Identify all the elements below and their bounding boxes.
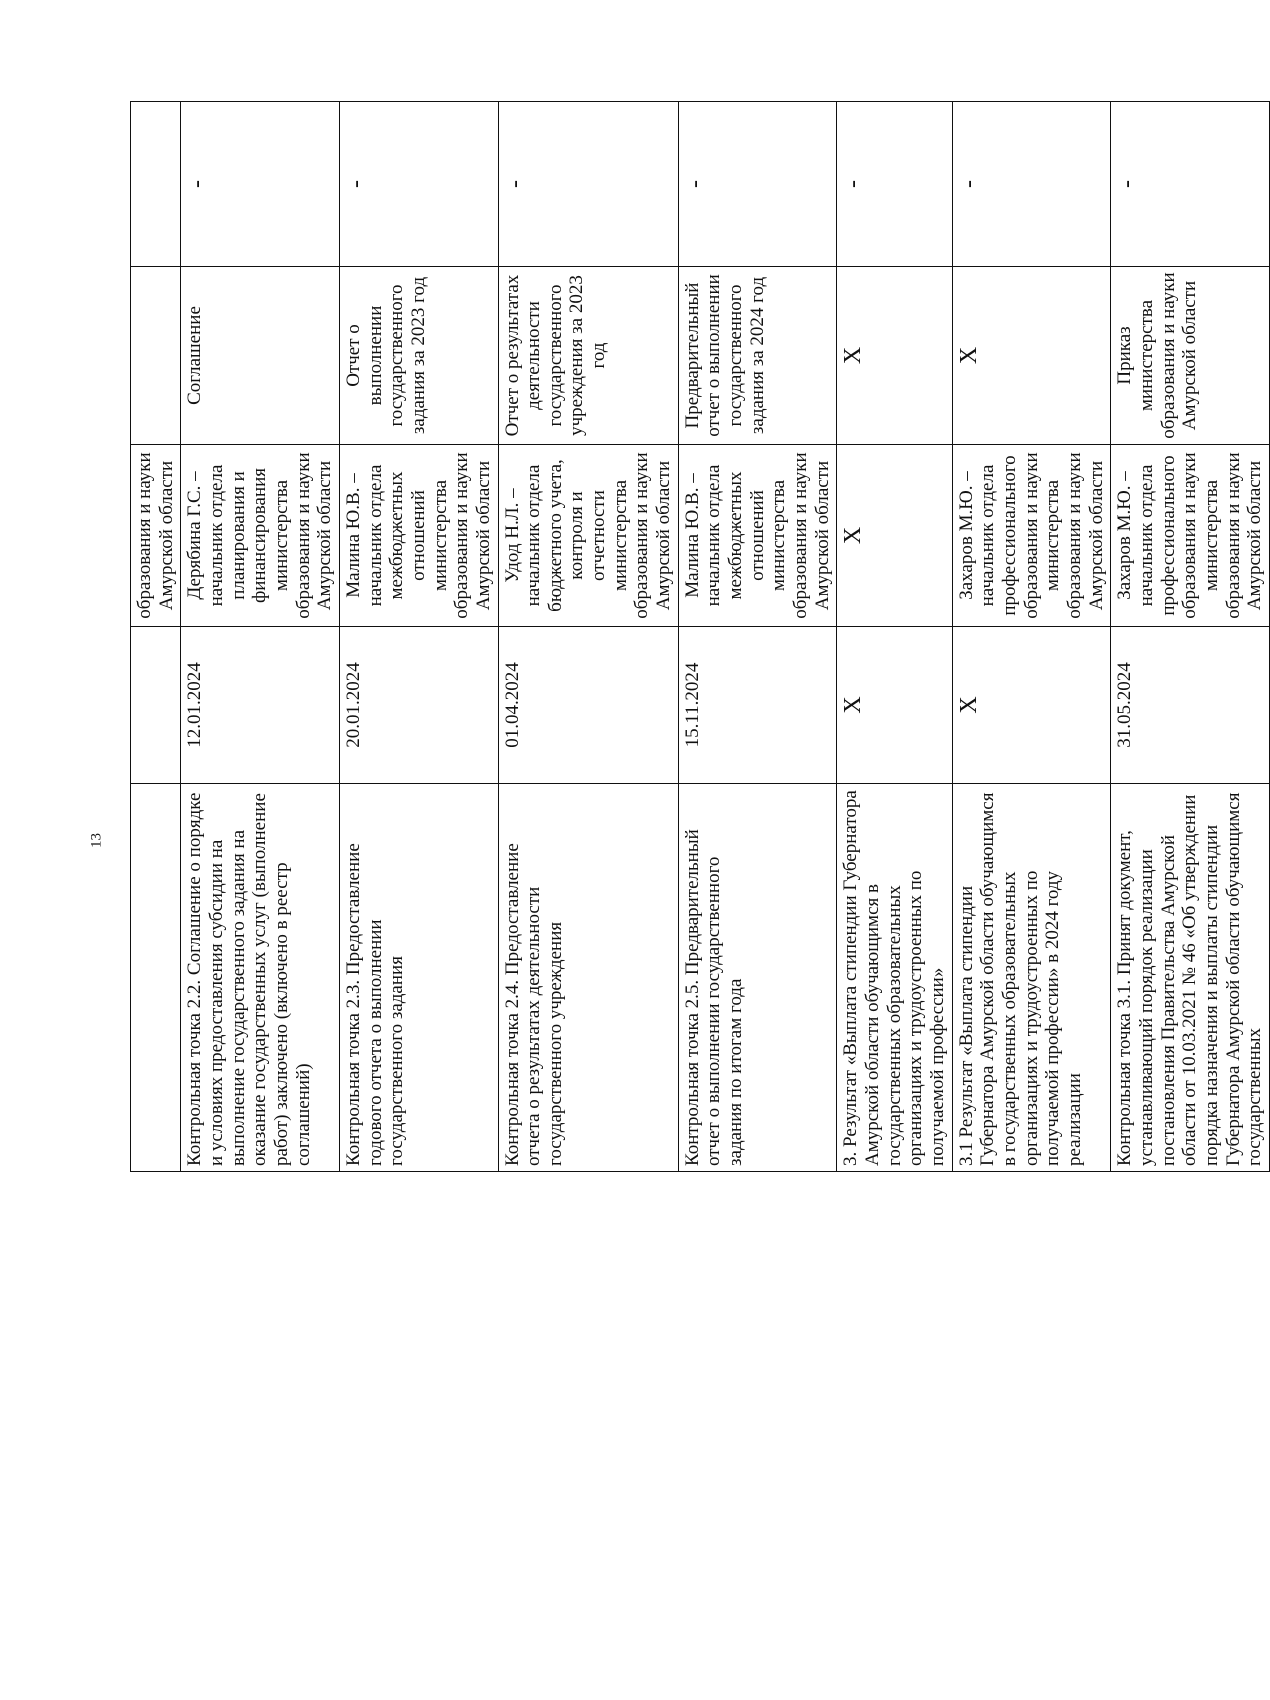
- table-cell-event: Контрольная точка 2.2. Соглашение о порядке и условиях предоставления субсидии на выполнение государственного задания на оказание государственных услуг (выполнение работ) заключено (включено в реестр соглашений): [181, 784, 340, 1172]
- table-cell-responsible: образования и науки Амурской области: [131, 445, 181, 627]
- table-cell-date: 20.01.2024: [339, 627, 498, 784]
- table-cell-document: Х: [952, 267, 1111, 445]
- table-cell-extra: -: [837, 102, 952, 267]
- table-cell-responsible: Захаров М.Ю. – начальник отдела профессионального образования и науки министерства образования и науки Амурской области: [952, 445, 1111, 627]
- table-row: [837, 102, 952, 1172]
- table-cell-extra: [131, 102, 181, 267]
- table-cell-date: Х: [837, 627, 952, 784]
- table-cell-date: 31.05.2024: [1111, 627, 1270, 784]
- table-cell-date: 01.04.2024: [498, 627, 678, 784]
- table-cell-responsible: Удод Н.Л. – начальник отдела бюджетного учета, контроля и отчетности министерства образования и науки Амурской области: [498, 445, 678, 627]
- table-cell-event: Контрольная точка 2.4. Предоставление отчета о результатах деятельности государственного учреждения: [498, 784, 678, 1172]
- table-cell-event: 3. Результат «Выплата стипендии Губернатора Амурской области обучающимся в государственных образовательных организациях и трудоустроенных по получаемой профессии»: [837, 784, 952, 1172]
- table-row: [678, 102, 837, 1172]
- table-cell-event: [131, 784, 181, 1172]
- table-cell-event: Контрольная точка 2.5. Предварительный отчет о выполнении государственного задания по итогам года: [678, 784, 837, 1172]
- table-cell-extra: -: [1111, 102, 1270, 267]
- table-cell-extra: -: [952, 102, 1111, 267]
- table-cell-date: 12.01.2024: [181, 627, 340, 784]
- table-cell-responsible: Дерябина Г.С. – начальник отдела планирования и финансирования министерства образования и науки Амурской области: [181, 445, 340, 627]
- table-cell-document: Отчет о результатах деятельности государственного учреждения за 2023 год: [498, 267, 678, 445]
- table-cell-event: Контрольная точка 3.1. Принят документ, устанавливающий порядок реализации постановления Правительства Амурской области от 10.03.2021 № 46 «Об утверждении порядка назначения и выплаты стипендии Губернатора Амурской области обучающимся государственных: [1111, 784, 1270, 1172]
- table-cell-responsible: Захаров М.Ю. – начальник отдела профессионального образования и науки министерства образования и науки Амурской области: [1111, 445, 1270, 627]
- table-cell-document: Отчет о выполнении государственного задания за 2023 год: [339, 267, 498, 445]
- table-cell-document: Приказ министерства образования и науки Амурской области: [1111, 267, 1270, 445]
- table-cell-date: Х: [952, 627, 1111, 784]
- table-cell-responsible: Малина Ю.В. – начальник отдела межбюджетных отношений министерства образования и науки Амурской области: [678, 445, 837, 627]
- table-cell-event: Контрольная точка 2.3. Предоставление годового отчета о выполнении государственного задания: [339, 784, 498, 1172]
- table-cell-date: 15.11.2024: [678, 627, 837, 784]
- table-cell-document: [131, 267, 181, 445]
- table-row: [339, 102, 498, 1172]
- table-row-continuation: [131, 102, 181, 1172]
- table-cell-document: Х: [837, 267, 952, 445]
- table-cell-extra: -: [339, 102, 498, 267]
- table-cell-date: [131, 627, 181, 784]
- table-row: [952, 102, 1111, 1172]
- page-number: 13: [88, 833, 105, 848]
- table-cell-responsible: Х: [837, 445, 952, 627]
- table-cell-event: 3.1 Результат «Выплата стипендии Губернатора Амурской области обучающимся в государственных образовательных организациях и трудоустроенных по получаемой профессии» в 2024 году реализации: [952, 784, 1111, 1172]
- table-cell-extra: -: [678, 102, 837, 267]
- table-cell-extra: -: [181, 102, 340, 267]
- table-cell-extra: -: [498, 102, 678, 267]
- table-row: [181, 102, 340, 1172]
- table-cell-responsible: Малина Ю.В. – начальник отдела межбюджетных отношений министерства образования и науки Амурской области: [339, 445, 498, 627]
- table-row: [1111, 102, 1270, 1172]
- table-cell-document: Соглашение: [181, 267, 340, 445]
- table-cell-document: Предварительный отчет о выполнении государственного задания за 2024 год: [678, 267, 837, 445]
- rotated-table-container: [130, 102, 1266, 1172]
- table-row: [498, 102, 678, 1172]
- control-points-table: [130, 101, 1270, 1172]
